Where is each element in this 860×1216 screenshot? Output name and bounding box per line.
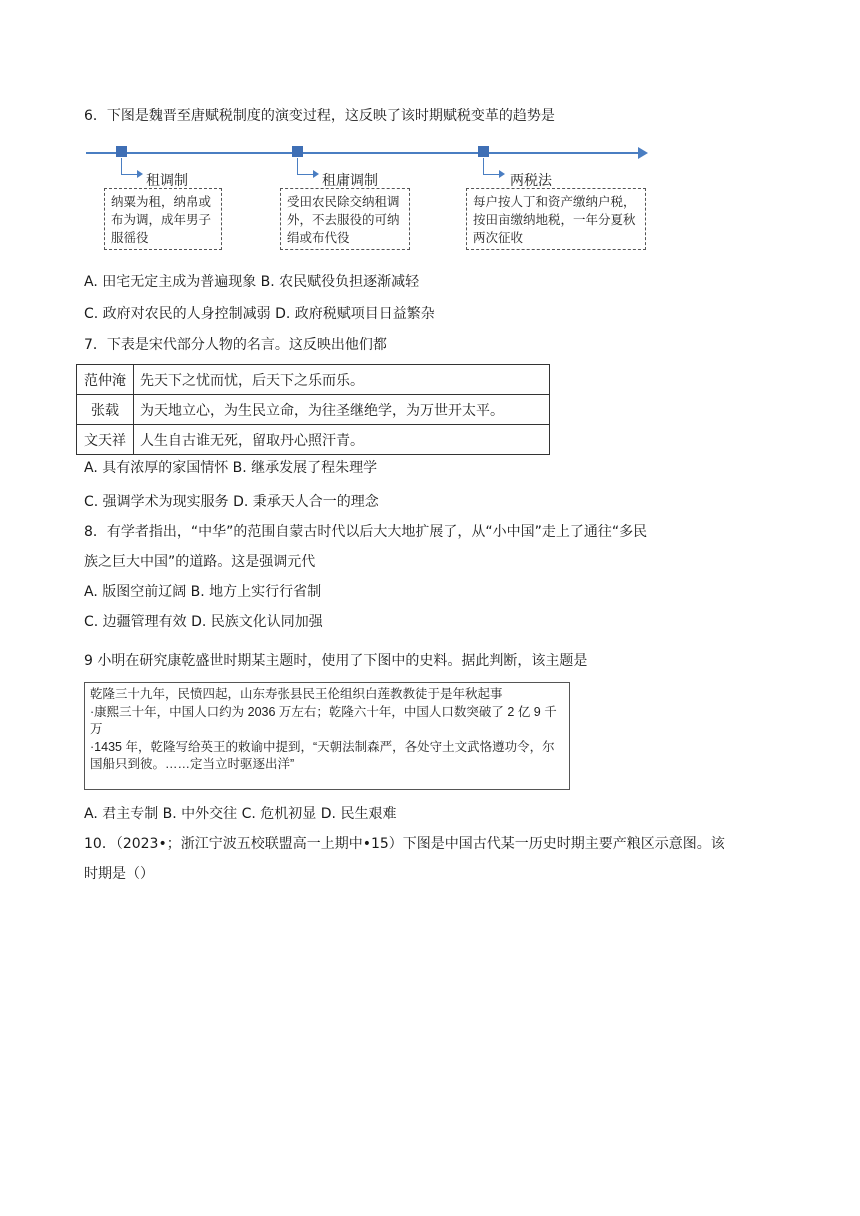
question-7-options-cd: C. 强调学术为现实服务 D. 秉承天人合一的理念 [84, 494, 379, 510]
table-cell-name: 文天祥 [77, 425, 134, 455]
table-cell-quote: 先天下之忧而忧，后天下之乐而乐。 [134, 365, 550, 395]
timeline-node-3 [478, 146, 489, 157]
table-cell-name: 张载 [77, 395, 134, 425]
question-8-stem-line-2: 族之巨大中国”的道路。这是强调元代 [84, 554, 316, 570]
timeline-axis [86, 152, 642, 154]
timeline-node-2 [292, 146, 303, 157]
question-10-stem-line-1: 10．（2023•；浙江宁波五校联盟高一上期中•15）下图是中国古代某一历史时期主要产粮区示意图。该 [84, 836, 725, 852]
tax-system-timeline [86, 140, 650, 260]
timeline-node-1 [116, 146, 127, 157]
timeline-label-1: 租调制 [146, 173, 188, 189]
timeline-box-1: 纳粟为租，纳帛或布为调，成年男子服徭役 [104, 188, 222, 250]
question-6-stem: 6．下图是魏晋至唐赋税制度的演变过程，这反映了该时期赋税变革的趋势是 [84, 108, 555, 124]
question-9-stem: 9 小明在研究康乾盛世时期某主题时，使用了下图中的史料。据此判断，该主题是 [84, 653, 588, 669]
question-6-options-ab: A. 田宅无定主成为普遍现象 B. 农民赋役负担逐渐减轻 [84, 274, 420, 290]
question-8-stem-line-1: 8．有学者指出，“中华”的范围自蒙古时代以后大大地扩展了，从“小中国”走上了通往“多民 [84, 524, 648, 540]
table-cell-quote: 人生自古谁无死，留取丹心照汗青。 [134, 425, 550, 455]
question-10-stem-line-2: 时期是（） [84, 866, 154, 882]
question-7-stem: 7．下表是宋代部分人物的名言。这反映出他们都 [84, 337, 387, 353]
timeline-label-2: 租庸调制 [322, 173, 378, 189]
question-9-options: A. 君主专制 B. 中外交往 C. 危机初显 D. 民生艰难 [84, 806, 397, 822]
timeline-box-2: 受田农民除交纳租调外，不去服役的可纳绢或布代役 [280, 188, 410, 250]
question-8-options-cd: C. 边疆管理有效 D. 民族文化认同加强 [84, 614, 323, 630]
source-line-3: ·1435 年，乾隆写给英王的敕谕中提到，“天朝法制森严，各处守土文武恪遵功令，尔国船只到彼。……定当立时驱逐出洋” [90, 739, 555, 771]
quotes-table [76, 364, 550, 455]
source-line-1: 乾隆三十九年，民愤四起，山东寿张县民王伦组织白莲教教徒于是年秋起事 [90, 687, 503, 701]
question-6-options-cd: C. 政府对农民的人身控制减弱 D. 政府税赋项目日益繁杂 [84, 306, 435, 322]
timeline-connector-3 [483, 158, 500, 175]
question-8-options-ab: A. 版图空前辽阔 B. 地方上实行行省制 [84, 584, 322, 600]
table-cell-name: 范仲淹 [77, 365, 134, 395]
table-row [77, 425, 550, 455]
timeline-connector-1 [121, 158, 138, 175]
historical-source-box [84, 682, 570, 790]
source-line-2: ·康熙三十年，中国人口约为 2036 万左右；乾隆六十年，中国人口数突破了 2 亿 9 千万 [90, 704, 557, 736]
table-row [77, 395, 550, 425]
timeline-box-3: 每户按人丁和资产缴纳户税，按田亩缴纳地税，一年分夏秋两次征收 [466, 188, 646, 250]
question-7-options-ab: A. 具有浓厚的家国情怀 B. 继承发展了程朱理学 [84, 460, 378, 476]
timeline-connector-2 [297, 158, 314, 175]
table-row [77, 365, 550, 395]
table-cell-quote: 为天地立心，为生民立命，为往圣继绝学，为万世开太平。 [134, 395, 550, 425]
timeline-label-3: 两税法 [510, 173, 552, 189]
timeline-arrowhead [638, 147, 648, 159]
